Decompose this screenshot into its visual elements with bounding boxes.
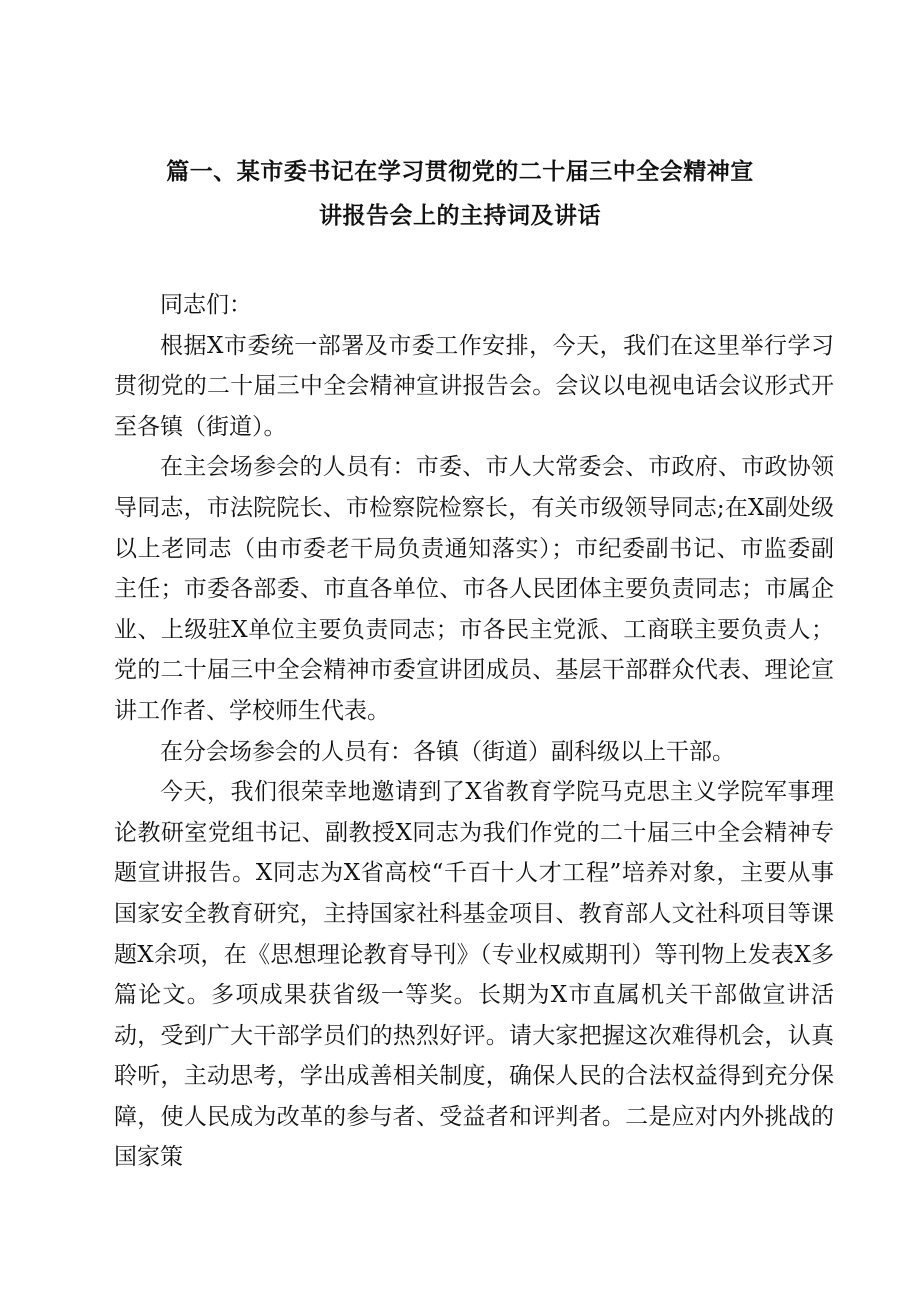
paragraph: 在主会场参会的人员有：市委、市人大常委会、市政府、市政协领导同志，市法院院长、市检察院检察长，有关市级领导同志;在X副处级以上老同志（由市委老干局负责通知落实）；市纪委副书记、市监委副主任；市委各部委、市直各单位、市各人民团体主要负责同志；市属企业、上级驻X单位主要负责同志；市各民主党派、工商联主要负责人；党的二十届三中全会精神市委宣讲团成员、基层干部群众代表、理论宣讲工作者、学校师生代表。 — [114, 454, 834, 724]
paragraph: 在分会场参会的人员有：各镇（街道）副科级以上干部。 — [160, 738, 735, 765]
salutation: 同志们： — [160, 292, 252, 318]
document-title-line-1: 篇一、某市委书记在学习贯彻党的二十届三中全会精神宣 — [166, 159, 754, 185]
document-body — [114, 285, 834, 1178]
document-title-line-2: 讲报告会上的主持词及讲话 — [319, 203, 601, 229]
paragraph: 根据X市委统一部署及市委工作安排，今天，我们在这里举行学习贯彻党的二十届三中全会精神宣讲报告会。会议以电视电话会议形式开至各镇（街道）。 — [114, 332, 834, 440]
paragraph: 今天，我们很荣幸地邀请到了X省教育学院马克思主义学院军事理论教研室党组书记、副教授X同志为我们作党的二十届三中全会精神专题宣讲报告。X同志为X省高校“千百十人才工程”培养对象，主要从事国家安全教育研究，主持国家社科基金项目、教育部人文社科项目等课题X余项，在《思想理论教育导刊》（专业权威期刊）等刊物上发表X多篇论文。多项成果获省级一等奖。长期为X市直属机关干部做宣讲活动，受到广大干部学员们的热烈好评。请大家把握这次难得机会，认真聆听，主动思考，学出成善相关制度，确保人民的合法权益得到充分保障，使人民成为改革的参与者、受益者和评判者。二是应对内外挑战的国家策 — [114, 779, 834, 1171]
